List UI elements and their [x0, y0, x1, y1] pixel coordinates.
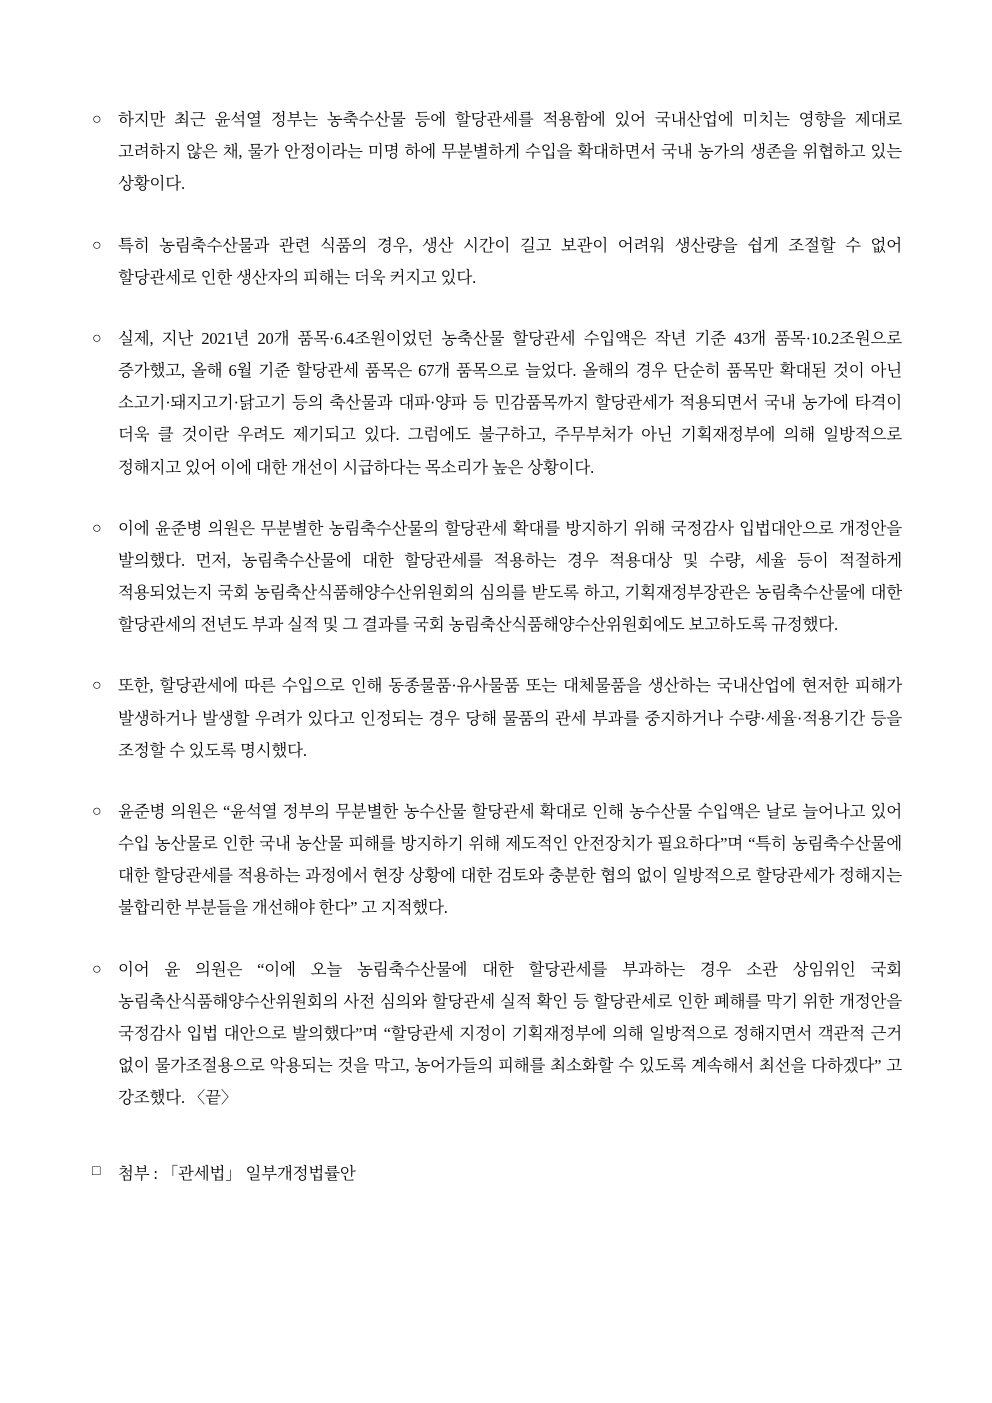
bullet-marker: ○: [92, 802, 102, 820]
paragraph-text: 윤준병 의원은 “윤석열 정부의 무분별한 농수산물 할당관세 확대로 인해 농수산물 수입액은 날로 늘어나고 있어 수입 농산물로 인한 국내 농산물 피해를 방지하기 위해 제도적인 안전장치가 필요하다”며 “특히 농림축수산물에 대한 할당관세를 적용하는 과정에서 현장 상황에 대한 검토와 충분한 협의 없이 일방적으로 할당관세가 정해지는 불합리한 부분들을 개선해야 한다” 고 지적했다.: [118, 801, 902, 918]
paragraph: [92, 954, 902, 1115]
bullet-marker: ○: [92, 236, 102, 254]
bullet-marker: ○: [92, 519, 102, 537]
attachment-line: [92, 1158, 902, 1190]
paragraph: [92, 323, 902, 484]
attachment-text: 첨부 : 「관세법」 일부개정법률안: [118, 1164, 356, 1184]
paragraph-text: 실제, 지난 2021년 20개 품목·6.4조원이었던 농축산물 할당관세 수입액은 작년 기준 43개 품목·10.2조원으로 증가했고, 올해 6월 기준 할당관세 품목은 67개 품목으로 늘었다. 올해의 경우 단순히 품목만 확대된 것이 아닌 소고기·돼지고기·닭고기 등의 축산물과 대파·양파 등 민감품목까지 할당관세가 적용되면서 국내 농가에 타격이 더욱 클 것이란 우려도 제기되고 있다. 그럼에도 불구하고, 주무부처가 아닌 기획재정부에 의해 일방적으로 정해지고 있어 이에 대한 개선이 시급하다는 목소리가 높은 상황이다.: [118, 328, 902, 477]
document-body: [92, 104, 902, 1191]
paragraph: [92, 670, 902, 767]
bullet-marker: ○: [92, 960, 102, 978]
paragraph: [92, 796, 902, 925]
bullet-marker: ○: [92, 677, 102, 695]
bullet-marker: ○: [92, 111, 102, 128]
bullet-marker: ○: [92, 329, 102, 347]
paragraph-text: 특히 농림축수산물과 관련 식품의 경우, 생산 시간이 길고 보관이 어려워 생산량을 쉽게 조절할 수 없어 할당관세로 인한 생산자의 피해는 더욱 커지고 있다.: [118, 235, 902, 287]
paragraph-text: 또한, 할당관세에 따른 수입으로 인해 동종물품·유사물품 또는 대체물품을 생산하는 국내산업에 현저한 피해가 발생하거나 발생할 우려가 있다고 인정되는 경우 당해 물품의 관세 부과를 중지하거나 수량·세율·적용기간 등을 조정할 수 있도록 명시했다.: [118, 676, 902, 760]
paragraph-text: 이어 윤 의원은 “이에 오늘 농림축수산물에 대한 할당관세를 부과하는 경우 소관 상임위인 국회 농림축산식품해양수산위원회의 사전 심의와 할당관세 실적 확인 등 할당관세로 인한 폐해를 막기 위한 개정안을 국정감사 입법 대안으로 발의했다”며 “할당관세 지정이 기획재정부에 의해 일방적으로 정해지면서 객관적 근거 없이 물가조절용으로 악용되는 것을 막고, 농어가들의 피해를 최소화할 수 있도록 계속해서 최선을 다하겠다” 고 강조했다. 〈끝〉: [118, 959, 902, 1108]
paragraph: [92, 104, 902, 201]
paragraph-text: 이에 윤준병 의원은 무분별한 농림축수산물의 할당관세 확대를 방지하기 위해 국정감사 입법대안으로 개정안을 발의했다. 먼저, 농림축수산물에 대한 할당관세를 적용하는 경우 적용대상 및 수량, 세율 등이 적절하게 적용되었는지 국회 농림축산식품해양수산위원회의 심의를 받도록 하고, 기획재정부장관은 농림축수산물에 대한 할당관세의 전년도 부과 실적 및 그 결과를 국회 농림축산식품해양수산위원회에도 보고하도록 규정했다.: [118, 518, 902, 635]
paragraph: [92, 513, 902, 642]
square-bullet-marker: □: [92, 1164, 101, 1180]
paragraph: [92, 230, 902, 294]
paragraph-text: 하지만 최근 윤석열 정부는 농축수산물 등에 할당관세를 적용함에 있어 국내산업에 미치는 영향을 제대로 고려하지 않은 채, 물가 안정이라는 미명 하에 무분별하게 수입을 확대하면서 국내 농가의 생존을 위협하고 있는 상황이다.: [118, 110, 902, 194]
